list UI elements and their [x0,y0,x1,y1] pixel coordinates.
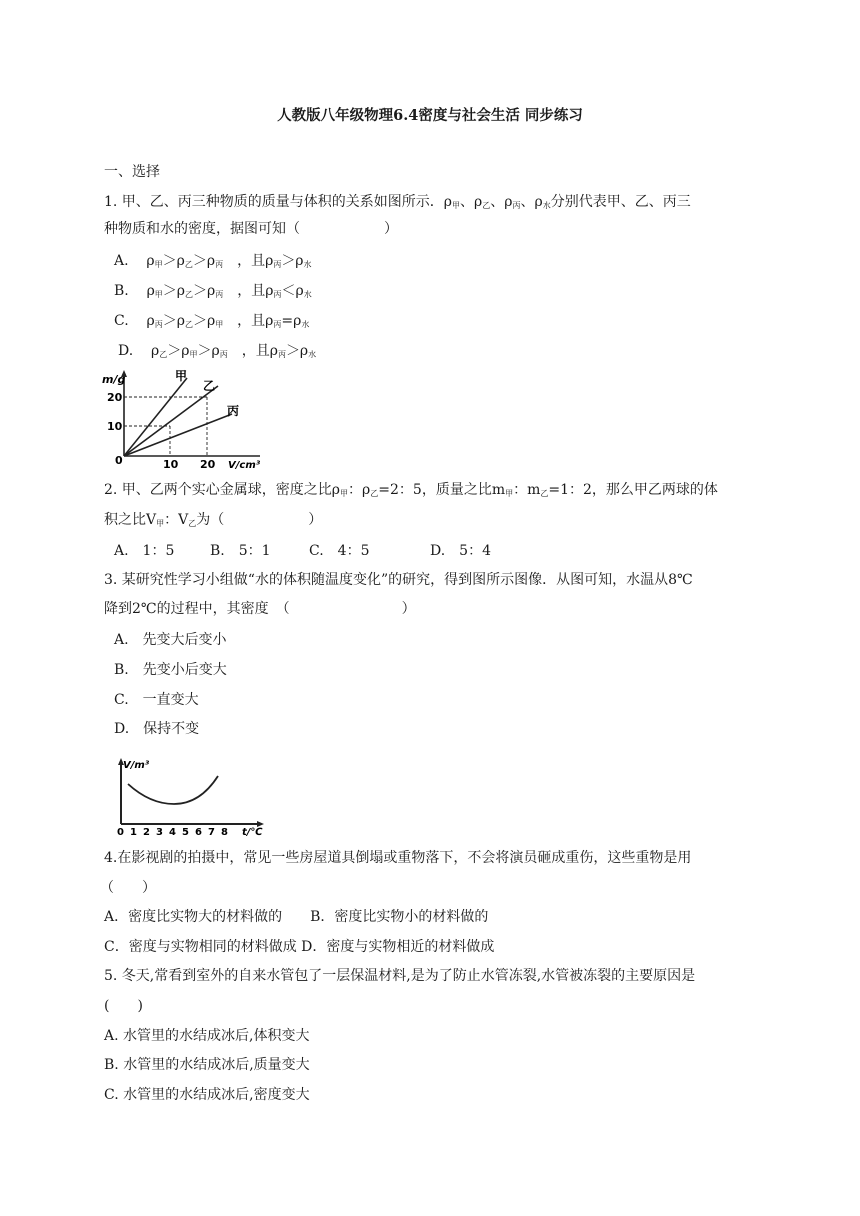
q3-x-tick-1: 1 [130,827,137,838]
q1-label-bing: 丙 [227,404,240,418]
q3-x-tick-4: 4 [169,827,176,838]
q3-volume-temperature-graph [110,756,270,838]
q4-stem-line2: （ ） [100,880,156,896]
q1-line-yi [124,386,218,456]
q1-option-c: C. $\rho_丙>\rho_乙>\rho_甲$ ，且$\rho_丙=\rho_水$ [114,313,310,329]
q1-stem-line2: 种物质和水的密度，据图可知（ ） [104,221,398,237]
q4-options-row1: A．密度比实物大的材料做的 B．密度比实物小的材料做的 [104,909,489,925]
q1-mass-volume-graph [100,368,270,472]
q5-option-a: A. 水管里的水结成冰后,体积变大 [104,1028,310,1044]
q5-stem-line2: ( ) [104,998,143,1014]
q4-options-row2: C．密度与实物相同的材料做成 D．密度与实物相近的材料做成 [104,939,495,955]
q3-x-tick-2: 2 [143,827,150,838]
q2-option-d: D. 5：4 [430,543,491,559]
q1-x-tick-10: 10 [163,458,179,471]
q1-y-tick-10: 10 [107,420,123,433]
section-heading: 一、选择 [104,164,160,180]
q1-label-jia: 甲 [175,369,188,383]
q4-stem-line1: 4.在影视剧的拍摄中，常见一些房屋道具倒塌或重物落下，不会将演员砸成重伤，这些重物是用 [104,850,692,866]
q1-x-tick-20: 20 [200,458,216,471]
q3-stem-line1: 3. 某研究性学习小组做“水的体积随温度变化”的研究，得到图所示图像．从图可知，水温从8℃ [104,572,693,588]
q3-stem-line2: 降到2℃的过程中，其密度 （ ） [104,601,416,617]
q3-option-a: A. 先变大后变小 [114,632,227,648]
q3-curve [128,776,218,804]
q3-x-label: t/℃ [242,827,263,838]
q1-origin: 0 [115,454,123,467]
q3-option-c: C. 一直变大 [114,692,199,708]
q3-option-d: D. 保持不变 [114,721,200,737]
q1-y-label: m/g [102,373,126,386]
q3-x-tick-3: 3 [156,827,163,838]
q5-option-b: B. 水管里的水结成冰后,质量变大 [104,1057,310,1073]
q5-option-c: C. 水管里的水结成冰后,密度变大 [104,1087,310,1103]
q3-y-label: V/m³ [123,760,150,771]
q1-option-d: D. $\rho_乙>\rho_甲>\rho_丙$ ，且$\rho_丙>\rho_水$ [118,343,317,359]
q1-x-label: V/cm³ [228,460,261,471]
q3-x-tick-0: 0 [117,827,124,838]
q3-option-b: B. 先变小后变大 [114,662,227,678]
q1-label-yi: 乙 [203,379,216,393]
q2-option-c: C. 4：5 [309,543,370,559]
q1-stem-line1: 1. 甲、乙、丙三种物质的质量与体积的关系如图所示．$\rho_甲$、$\rho_乙$、$\rho_丙$、$\rho_水$分别代表甲、乙、丙三 [104,194,691,210]
q1-option-b: B. $\rho_甲>\rho_乙>\rho_丙$ ，且$\rho_丙<\rho_水$ [114,283,312,299]
q2-option-b: B. 5：1 [210,543,271,559]
q2-stem-line2: 积之比$V_甲$：$V_乙$为（ ） [104,512,323,528]
q2-stem-line1: 2. 甲、乙两个实心金属球，密度之比$\rho_甲$：$\rho_乙=2$：5，质量之比$m_甲$：$m_乙=1$：2，那么甲乙两球的体 [104,482,718,498]
q1-option-a: A. $\rho_甲>\rho_乙>\rho_丙$ ，且$\rho_丙>\rho_水$ [114,253,312,269]
q3-x-tick-5: 5 [182,827,189,838]
page-title: 人教版八年级物理6.4密度与社会生活 同步练习 [277,107,583,124]
q3-x-tick-6: 6 [195,827,202,838]
q3-x-tick-8: 8 [221,827,228,838]
q1-y-tick-20: 20 [107,391,123,404]
q5-stem-line1: 5. 冬天,常看到室外的自来水管包了一层保温材料,是为了防止水管冻裂,水管被冻裂的主要原因是 [104,968,696,984]
q3-x-tick-7: 7 [208,827,215,838]
q2-option-a: A. 1：5 [114,543,175,559]
